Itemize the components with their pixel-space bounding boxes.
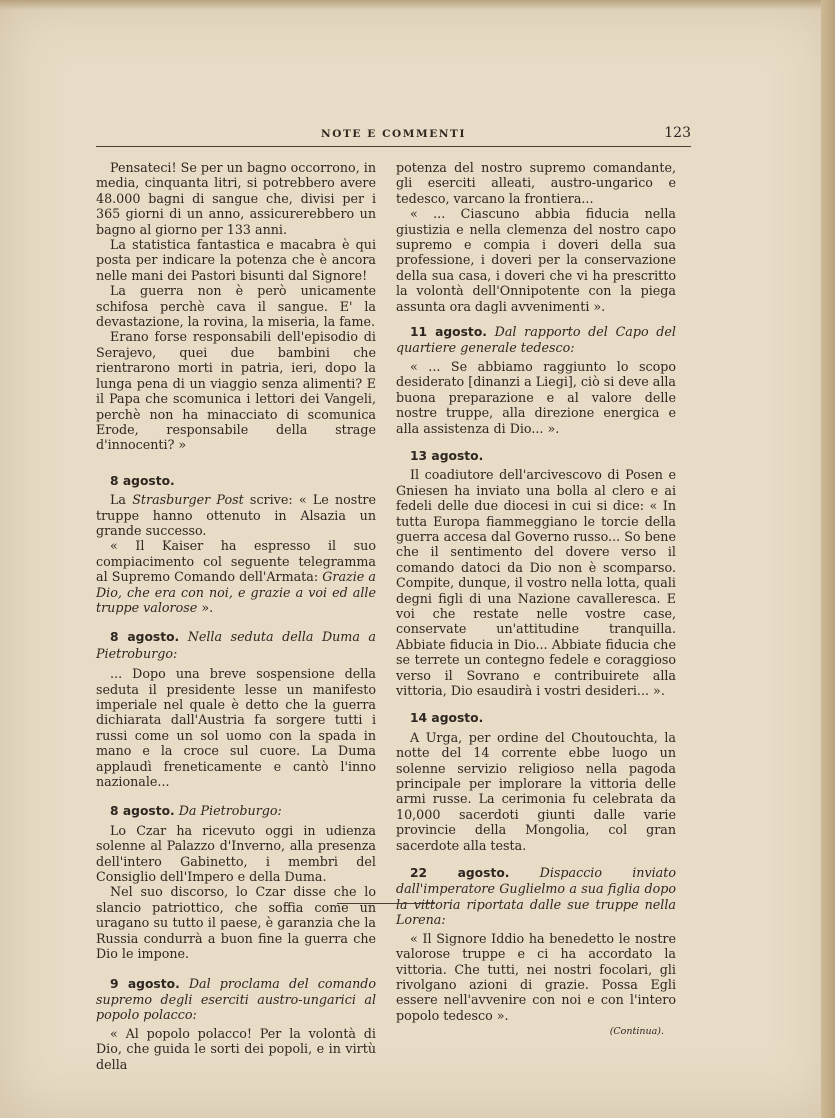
text-run: La bbox=[110, 492, 133, 508]
continued-note: (Continua). bbox=[609, 1026, 664, 1038]
entry-date: 8 agosto. bbox=[110, 630, 180, 645]
paragraph: La statistica fantastica e macabra è qui posta per indicare la potenza che è ancora nelle mani dei Pastori bisunti dal Signore! bbox=[96, 237, 376, 283]
entry-date: 11 agosto. bbox=[410, 325, 487, 340]
paragraph: A Urga, per ordine del Choutouchta, la notte del 14 corrente ebbe luogo un solenne servizio religioso nella pagoda principale per implorare la vittoria delle armi russe. La cerimonia fu celebrata da 10,000 sacerdoti giunti dalle varie provincie della Mongolia, col gran sacerdote alla testa. bbox=[396, 729, 676, 853]
page-header bbox=[96, 125, 691, 145]
paragraph: « Il Signore Iddio ha benedetto le nostre valorose truppe e ci ha accordato la vittoria. Che tutti, nei nostri focolari, gli rivolgano azioni di grazie. Possa Egli essere nell'avvenire con noi e con l'intero popolo tedesco ». bbox=[396, 930, 676, 1023]
source-name: Strasburger Post bbox=[132, 492, 244, 508]
entry-date: 8 agosto. bbox=[110, 473, 175, 488]
running-title: NOTE E COMMENTI bbox=[321, 128, 466, 140]
entry-heading bbox=[396, 448, 676, 464]
paragraph: La guerra non è però unicamente schifosa perchè cava il sangue. E' la devastazione, la rovina, la miseria, la fame. bbox=[96, 283, 376, 330]
paragraph: « ... Ciascuno abbia fiducia nella giustizia e nella clemenza del nostro capo supremo e compia i doveri della sua professione, i doveri per la conservazione della sua casa, i doveri che vi ha prescritto la volontà dell'Onnipotente con la piega assunta ora dagli avvenimenti ». bbox=[396, 206, 676, 314]
entry-heading bbox=[96, 473, 376, 489]
entry-date: 13 agosto. bbox=[410, 448, 484, 463]
paragraph: Nel suo discorso, lo Czar disse che lo slancio patriottico, che soffia come un uragano su tutto il paese, è garanzia che la Russia condurrà a buon fine la guerra che Dio le impone. bbox=[96, 884, 376, 962]
entry-heading bbox=[396, 324, 676, 356]
entry-heading bbox=[96, 803, 376, 819]
entry-heading bbox=[96, 976, 376, 1023]
paragraph: « Al popolo polacco! Per la volontà di Dio, che guida le sorti dei popoli, e in virtù della bbox=[96, 1025, 376, 1072]
paragraph: potenza del nostro supremo comandante, gli eserciti alleati, austro-ungarico e tedesco, varcano la frontiera... bbox=[396, 160, 676, 206]
entry-title: Dal rapporto del Capo del quartiere generale tedesco: bbox=[396, 324, 676, 356]
entry-heading bbox=[96, 629, 376, 661]
paragraph: Lo Czar ha ricevuto oggi in udienza solenne al Palazzo d'Inverno, alla presenza dell'intero Gabinetto, i membri del Consiglio dell'Impero e della Duma. bbox=[96, 822, 376, 885]
entry-date: 14 agosto. bbox=[410, 711, 484, 726]
closing-rule bbox=[337, 903, 435, 904]
left-column bbox=[96, 160, 376, 1072]
entry-title: Dispaccio inviato dall'imperatore Guglielmo a sua figlia dopo la vittoria riportata dalle sue truppe nella Lorena: bbox=[396, 865, 676, 928]
page-right-edge bbox=[821, 0, 835, 1118]
entry-heading bbox=[396, 865, 676, 928]
paragraph bbox=[96, 538, 376, 615]
right-column bbox=[396, 160, 676, 1040]
entry-heading bbox=[396, 710, 676, 726]
entry-date: 22 agosto. bbox=[410, 866, 510, 881]
paragraph bbox=[96, 492, 376, 538]
page-number: 123 bbox=[664, 125, 691, 141]
entry-date: 9 agosto. bbox=[110, 976, 180, 991]
text-run: scrive: « Le nostre truppe hanno ottenuto in Alsazia un grande successo. bbox=[96, 492, 376, 538]
paragraph: Erano forse responsabili dell'episodio di Serajevo, quei due bambini che rientrarono morti in patria, ieri, dopo la lunga pena di un viaggio senza alimenti? E il Papa che scomunica i lettori dei Vangeli, perchè non ha minacciato di scomunica Erode, responsabile della strage d'innocenti? » bbox=[96, 329, 376, 453]
entry-date: 8 agosto. bbox=[110, 804, 175, 819]
page-top-edge bbox=[0, 0, 835, 10]
paragraph: Pensateci! Se per un bagno occorrono, in media, cinquanta litri, si potrebbero avere 48.000 bagni di sangue che, divisi per i 365 giorni di un anno, assicurerebbero un bagno al giorno per 133 anni. bbox=[96, 160, 376, 237]
text-run: ». bbox=[197, 599, 214, 615]
paragraph: ... Dopo una breve sospensione della seduta il presidente lesse un manifesto imperiale nel quale è detto che la guerra dichiarata dall'Austria fa sorgere tutti i russi come un sol uomo con la spada in mano e la croce sul cuore. La Duma applaudì freneticamente e cantò l'inno nazionale... bbox=[96, 666, 376, 790]
entry-title: Da Pietroburgo: bbox=[174, 803, 282, 819]
text-run: « Il Kaiser ha espresso il suo compiacimento col seguente telegramma al Supremo Comando dell'Armata: bbox=[96, 538, 376, 585]
quoted-telegram: Grazie a Dio, che era con noi, e grazie a voi ed alle truppe valorose bbox=[96, 569, 376, 615]
paragraph: « ... Se abbiamo raggiunto lo scopo desiderato [dinanzi a Liegi], ciò si deve alla buona preparazione e al valore delle nostre truppe, alla direzione energica e alla assistenza di Dio... ». bbox=[396, 358, 676, 436]
paragraph: Il coadiutore dell'arcivescovo di Posen e Gniesen ha inviato una bolla al clero e ai fedeli delle due diocesi in cui si dice: « In tutta Europa fiammeggiano le torcie della guerra accesa dal Governo russo... So bene che il sentimento del dovere verso il comando datoci da Dio non è scomparso. Compite, dunque, il vostro nella lotta, quali degni figli di una Nazione cavalleresca. E voi che restate nelle vostre case, conservate un'attitudine tranquilla. Abbiate fiducia in Dio... Abbiate fiducia che se terrete un contegno fedele e coraggioso verso il Sovrano e contribuirete alla vittoria, Dio esaudirà i vostri desideri... ». bbox=[396, 467, 676, 698]
entry-title: Dal proclama del comando supremo degli eserciti austro-ungarici al popolo polacco: bbox=[96, 975, 376, 1023]
entry-title: Nella seduta della Duma a Pietroburgo: bbox=[96, 629, 377, 661]
header-rule bbox=[96, 146, 691, 147]
